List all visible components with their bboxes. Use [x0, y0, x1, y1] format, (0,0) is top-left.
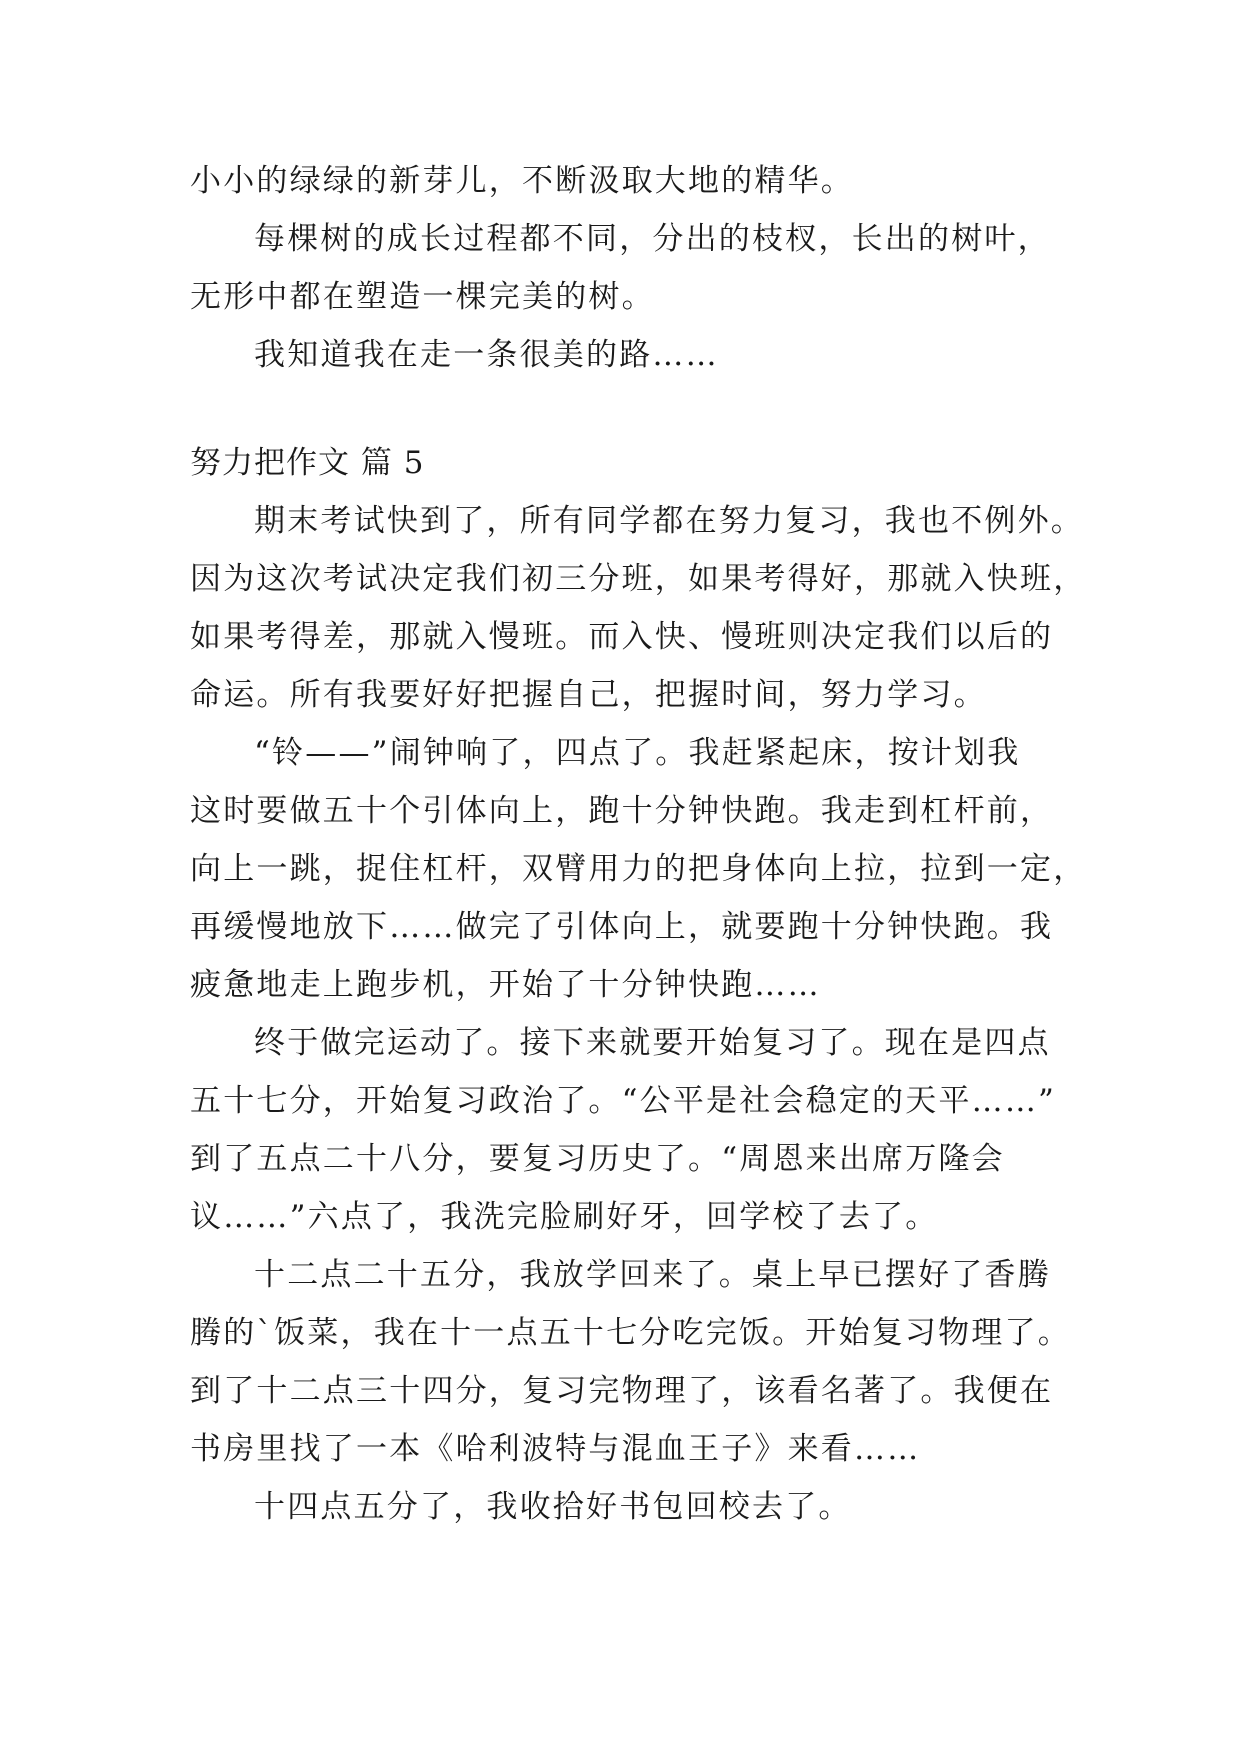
text-line: 小小的绿绿的新芽儿，不断汲取大地的精华。 [190, 163, 854, 199]
text-line: 这时要做五十个引体向上，跑十分钟快跑。我走到杠杆前， [190, 793, 1054, 829]
section-heading: 努力把作文 篇 5 [190, 445, 425, 481]
text-line: 因为这次考试决定我们初三分班，如果考得好，那就入快班， [190, 561, 1087, 597]
text-line: 每棵树的成长过程都不同，分出的枝杈，长出的树叶， [254, 221, 1051, 257]
text-line: 腾的`饭菜，我在十一点五十七分吃完饭。开始复习物理了。 [190, 1315, 1071, 1351]
text-line: 疲惫地走上跑步机，开始了十分钟快跑…… [190, 967, 821, 1003]
text-line: 五十七分，开始复习政治了。“公平是社会稳定的天平……” [190, 1083, 1057, 1119]
section-spacer [190, 384, 1060, 434]
text-line: 我知道我在走一条很美的路…… [254, 337, 719, 373]
text-line: 无形中都在塑造一棵完美的树。 [190, 279, 655, 315]
document-page [190, 152, 1087, 1536]
text-line: 到了十二点三十四分，复习完物理了，该看名著了。我便在 [190, 1373, 1054, 1409]
text-line: 议……”六点了，我洗完脸刷好牙，回学校了去了。 [190, 1199, 939, 1235]
text-line: 向上一跳，捉住杠杆，双臂用力的把身体向上拉，拉到一定， [190, 851, 1087, 887]
text-line: 到了五点二十八分，要复习历史了。“周恩来出席万隆会 [190, 1141, 1005, 1177]
text-line: 如果考得差，那就入慢班。而入快、慢班则决定我们以后的 [190, 619, 1054, 655]
text-line: 终于做完运动了。接下来就要开始复习了。现在是四点 [254, 1025, 1051, 1061]
text-line: 十二点二十五分，我放学回来了。桌上早已摆好了香腾 [254, 1257, 1051, 1293]
text-line: 命运。所有我要好好把握自己，把握时间，努力学习。 [190, 677, 987, 713]
text-line: 书房里找了一本《哈利波特与混血王子》来看…… [190, 1431, 921, 1467]
text-line: “铃——”闹钟响了，四点了。我赶紧起床，按计划我 [254, 735, 1021, 771]
text-line: 期末考试快到了，所有同学都在努力复习，我也不例外。 [254, 503, 1084, 539]
text-line: 十四点五分了，我收拾好书包回校去了。 [254, 1489, 852, 1525]
text-line: 再缓慢地放下……做完了引体向上，就要跑十分钟快跑。我 [190, 909, 1054, 945]
